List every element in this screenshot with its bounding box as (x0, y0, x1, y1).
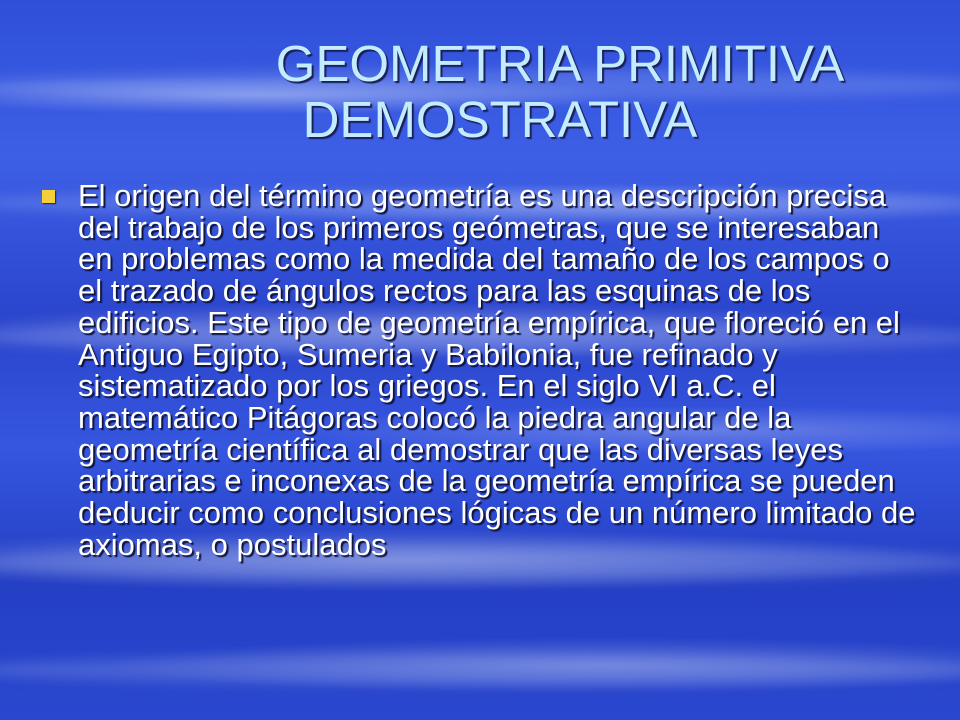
square-bullet-icon (42, 190, 55, 203)
background-streak (0, 655, 960, 685)
bullet-list (38, 180, 918, 560)
bullet-item (38, 180, 918, 560)
title-line-2: DEMOSTRATIVA (302, 91, 698, 148)
slide-title (90, 36, 910, 148)
title-line-1: GEOMETRIA PRIMITIVA (275, 35, 845, 92)
bullet-text: El origen del término geometría es una descripción precisa del trabajo de los primeros geómetras, que se interesaban en problemas como la medida del tamaño de los campos o el trazado de ángulos rectos para las esquinas de los edificios. Este tipo de geometría empírica, que floreció en el Antiguo Egipto, Sumeria y Babilonia, fue refinado y sistematizado por los griegos. En el siglo VI a.C. el matemático Pitágoras colocó la piedra angular de la geometría científica al demostrar que las diversas leyes arbitrarias e inconexas de la geometría empírica se pueden deducir como conclusiones lógicas de un número limitado de axiomas, o postulados (78, 178, 916, 562)
